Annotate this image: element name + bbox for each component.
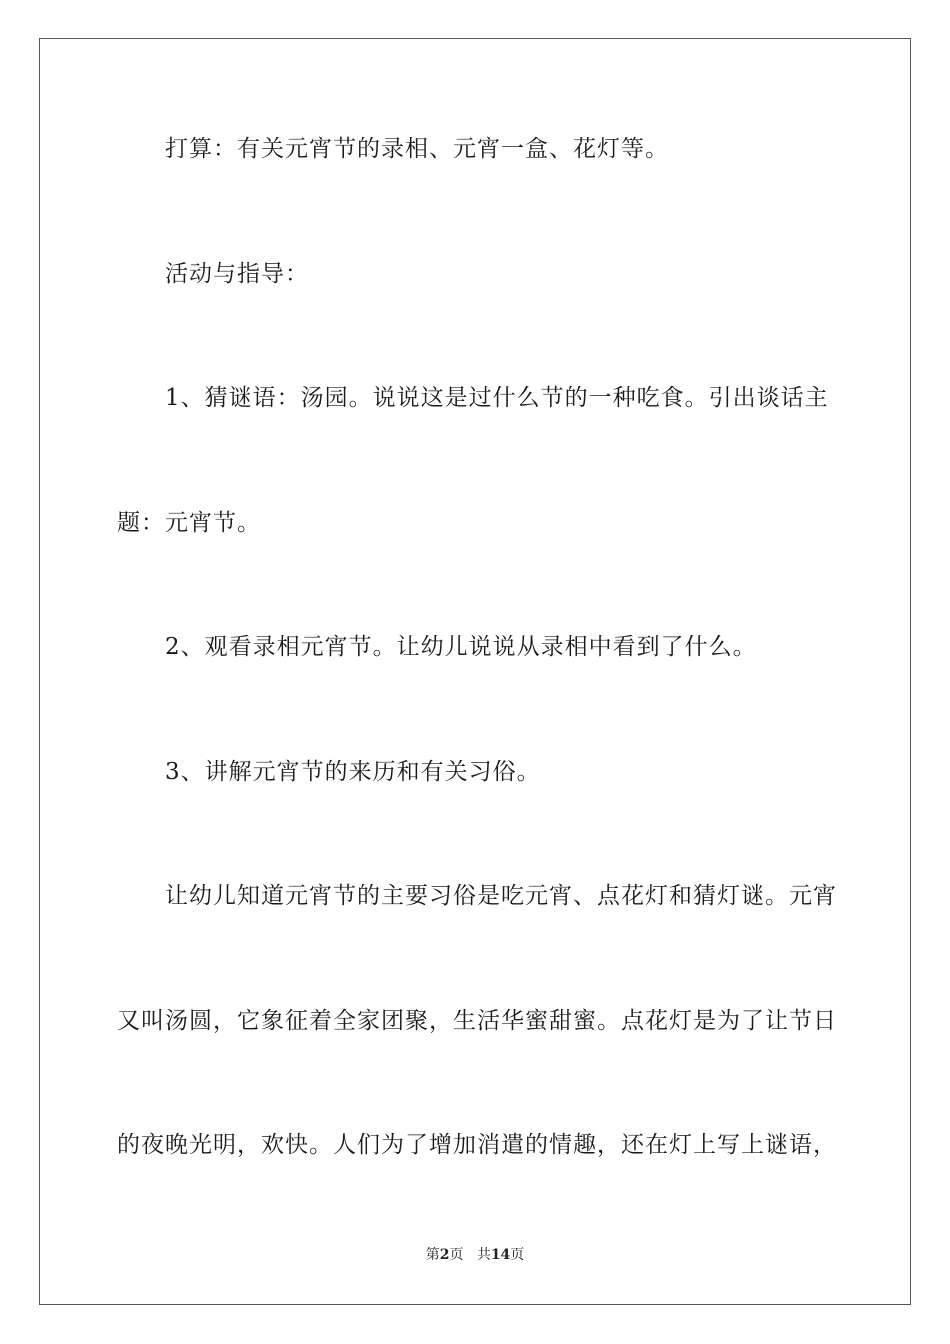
text-line-customs-continued-1: 又叫汤圆，它象征着全家团聚，生活华蜜甜蜜。点花灯是为了让节日 bbox=[117, 1008, 837, 1034]
footer-page-number: 2 bbox=[439, 1247, 450, 1263]
text-line-step-3: 3、讲解元宵节的来历和有关习俗。 bbox=[165, 759, 541, 785]
text-line-customs: 让幼儿知道元宵节的主要习俗是吃元宵、点花灯和猜灯谜。元宵 bbox=[165, 883, 837, 909]
text-line-step-1-continued: 题：元宵节。 bbox=[117, 510, 261, 536]
footer-page-prefix: 第 bbox=[425, 1247, 440, 1263]
footer-page-suffix: 页 bbox=[449, 1247, 464, 1263]
text-line-customs-continued-2: 的夜晚光明，欢快。人们为了增加消遣的情趣，还在灯上写上谜语， bbox=[117, 1132, 837, 1158]
text-line-step-1: 1、猜谜语：汤园。说说这是过什么节的一种吃食。引出谈话主 bbox=[165, 385, 829, 411]
page-footer bbox=[0, 1246, 950, 1264]
text-line-activity-heading: 活动与指导： bbox=[165, 261, 309, 287]
page-border bbox=[39, 38, 911, 1305]
footer-total-prefix: 共 bbox=[476, 1247, 491, 1263]
footer-total-pages: 14 bbox=[490, 1247, 511, 1263]
footer-total-suffix: 页 bbox=[510, 1247, 525, 1263]
text-line-step-2: 2、观看录相元宵节。让幼儿说说从录相中看到了什么。 bbox=[165, 634, 757, 660]
text-line-preparation: 打算：有关元宵节的录相、元宵一盒、花灯等。 bbox=[165, 136, 669, 162]
